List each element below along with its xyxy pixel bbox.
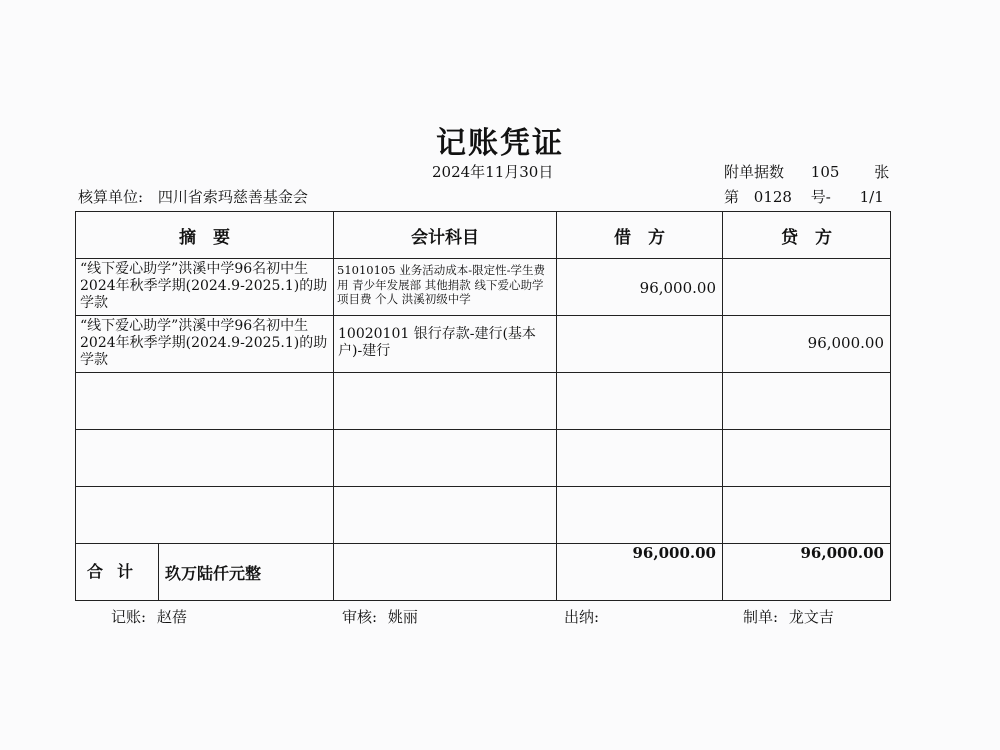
row-credit: 96,000.00	[807, 334, 884, 352]
empty-row	[76, 373, 891, 430]
reviewer-label: 审核:	[342, 608, 378, 626]
unit-name: 四川省索玛慈善基金会	[157, 188, 308, 206]
reviewer-name: 姚丽	[387, 608, 418, 626]
row-summary: “线下爱心助学”洪溪中学96名初中生2024年秋季学期(2024.9-2025.1)的助学款	[80, 318, 328, 368]
header-summary: 摘 要	[76, 212, 334, 259]
voucher-suffix: 号-	[810, 188, 831, 206]
bookkeeper	[111, 606, 187, 627]
voucher-table	[75, 211, 891, 601]
table-row	[76, 316, 891, 373]
bookkeeper-label: 记账:	[111, 608, 147, 626]
voucher-number-value: 0128	[753, 188, 792, 206]
voucher-number	[724, 186, 884, 207]
unit-label: 核算单位:	[78, 188, 144, 206]
empty-row	[76, 430, 891, 487]
row-summary: “线下爱心助学”洪溪中学96名初中生2024年秋季学期(2024.9-2025.1)的助学款	[80, 261, 328, 311]
attachments-label: 附单据数	[724, 163, 785, 181]
preparer-name: 龙文吉	[788, 608, 834, 626]
row-debit	[557, 316, 722, 334]
total-row	[76, 544, 891, 601]
cashier-label: 出纳:	[564, 608, 600, 626]
table-header-row	[76, 212, 891, 259]
total-label: 合计	[76, 544, 159, 600]
attachments-number: 105	[810, 163, 840, 181]
table-row	[76, 259, 891, 316]
row-subject: 10020101 银行存款-建行(基本户)-建行	[338, 326, 536, 359]
preparer-label: 制单:	[743, 608, 779, 626]
attachments-count	[724, 161, 889, 182]
reviewer	[342, 606, 418, 627]
attachments-unit: 张	[874, 163, 890, 181]
total-credit: 96,000.00	[800, 544, 884, 562]
voucher-date: 2024年11月30日	[432, 163, 554, 181]
preparer	[743, 606, 834, 627]
row-debit: 96,000.00	[639, 279, 716, 297]
header-debit: 借 方	[557, 212, 723, 259]
voucher-title: 记账凭证	[436, 126, 564, 161]
header-credit: 贷 方	[723, 212, 891, 259]
row-subject: 51010105 业务活动成本-限定性-学生费用 青少年发展部 其他捐款 线下爱心助学 项目费 个人 洪溪初级中学	[337, 263, 545, 306]
bookkeeper-name: 赵蓓	[156, 608, 187, 626]
accounting-unit	[78, 186, 308, 207]
voucher-prefix: 第	[724, 188, 740, 206]
voucher-page: 1/1	[859, 188, 884, 206]
row-credit	[723, 259, 890, 279]
total-debit: 96,000.00	[632, 544, 716, 562]
total-amount-words: 玖万陆仟元整	[165, 563, 262, 583]
empty-row	[76, 487, 891, 544]
cashier	[564, 606, 605, 627]
header-subject: 会计科目	[334, 212, 557, 259]
